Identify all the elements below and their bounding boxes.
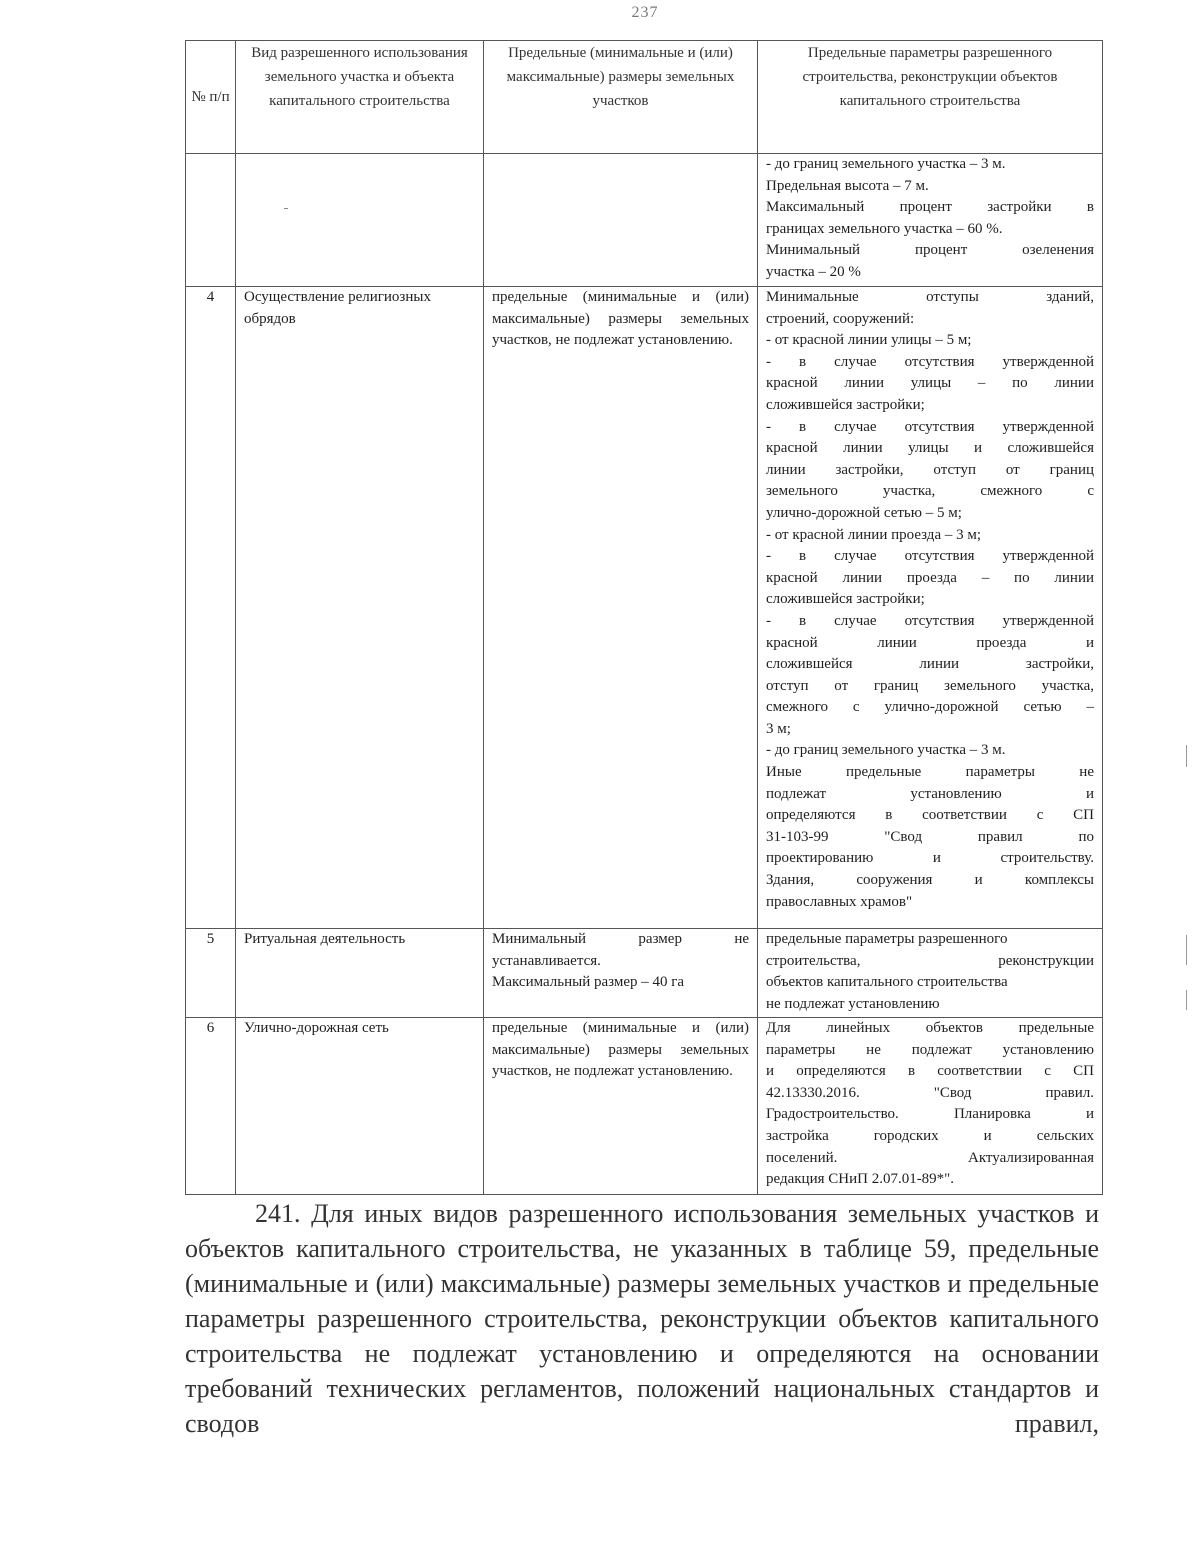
params-line: Предельная высота – 7 м.	[766, 177, 929, 194]
table-row-continuation	[186, 154, 1103, 287]
params-line: - до границ земельного участка – 3 м.	[766, 742, 1006, 759]
page-number: 237	[631, 4, 659, 21]
params-line: смежного с улично-дорожной сетью –	[766, 699, 1094, 716]
params-line: - до границ земельного участка – 3 м.	[766, 156, 1006, 172]
size-line: Максимальный размер – 40 га	[492, 974, 685, 991]
params-line: улично-дорожной сетью – 5 м;	[766, 504, 962, 521]
table-row	[186, 287, 1103, 929]
params-line: земельного участка, смежного с	[766, 483, 1094, 500]
params-line: - от красной линии проезда – 3 м;	[766, 526, 982, 543]
params-line: - в случае отсутствия утвержденной	[766, 418, 1094, 435]
params-line: линии застройки, отступ от границ	[766, 461, 1094, 478]
params-line: поселений. Актуализированная	[766, 1149, 1094, 1166]
row-plot-size	[484, 929, 758, 1018]
params-line: Минимальные отступы зданий,	[766, 289, 1094, 305]
params-line: Градостроительство. Планировка и	[766, 1106, 1094, 1123]
params-line: определяются в соответствии с СП	[766, 807, 1094, 824]
params-line: красной линии улицы и сложившейся	[766, 440, 1094, 457]
params-line: участка – 20 %	[766, 263, 861, 280]
params-line: Максимальный процент застройки в	[766, 199, 1094, 216]
size-line: Минимальный размер не	[492, 931, 749, 947]
params-line: редакция СНиП 2.07.01-89*".	[766, 1171, 955, 1188]
params-line: православных храмов"	[766, 893, 913, 910]
params-line: параметры не подлежат установлению	[766, 1041, 1094, 1058]
params-line: - в случае отсутствия утвержденной	[766, 548, 1094, 565]
row-use-type: Осуществление религиозных обрядов	[236, 287, 484, 929]
params-line: красной линии проезда и	[766, 634, 1094, 651]
params-line: не подлежат установлению	[766, 995, 940, 1012]
params-line: Для линейных объектов предельные	[766, 1020, 1094, 1036]
cell-size	[484, 154, 758, 287]
params-line: Иные предельные параметры не	[766, 764, 1094, 781]
params-line: застройка городских и сельских	[766, 1127, 1094, 1144]
scan-mark	[1186, 935, 1187, 965]
row-use-type: Улично-дорожная сеть	[236, 1018, 484, 1195]
regulations-table	[185, 40, 1103, 1195]
row-plot-size: предельные (минимальные и (или) максимальные) размеры земельных участков, не подлежат установлению.	[484, 287, 758, 929]
params-line: сложившейся застройки;	[766, 591, 925, 608]
params-line: проектированию и строительству.	[766, 850, 1094, 867]
params-line: подлежат установлению и	[766, 785, 1094, 802]
header-build-params: Предельные параметры разрешенного строительства, реконструкции объектов капитального строительства	[758, 41, 1103, 154]
params-line: красной линии улицы – по линии	[766, 375, 1094, 392]
params-line: 3 м;	[766, 720, 791, 737]
stray-mark	[284, 208, 288, 209]
cell-params	[758, 154, 1103, 287]
params-line: объектов капитального строительства	[766, 974, 1008, 991]
params-line: предельные параметры разрешенного	[766, 931, 1008, 947]
params-line: - в случае отсутствия утвержденной	[766, 353, 1094, 370]
params-line: строительства, реконструкции	[766, 952, 1094, 969]
table-row	[186, 929, 1103, 1018]
table-header-row	[186, 41, 1103, 154]
params-line: границах земельного участка – 60 %.	[766, 220, 1003, 237]
header-plot-size: Предельные (минимальные и (или) максимальные) размеры земельных участков	[484, 41, 758, 154]
row-number: 4	[186, 287, 236, 929]
params-line: красной линии проезда – по линии	[766, 569, 1094, 586]
size-line: устанавливается.	[492, 952, 601, 969]
params-line: - в случае отсутствия утвержденной	[766, 612, 1094, 629]
cell-use	[236, 154, 484, 287]
params-line: 31-103-99 "Свод правил по	[766, 828, 1094, 845]
row-build-params	[758, 1018, 1103, 1195]
header-use-type: Вид разрешенного использования земельного участка и объекта капитального строительства	[236, 41, 484, 154]
params-line: - от красной линии улицы – 5 м;	[766, 332, 972, 349]
paragraph-241: 241. Для иных видов разрешенного использования земельных участков и объектов капитального строительства, не указанных в таблице 59, предельные (минимальные и (или) максимальные) размеры земельных участков и предельные параметры разрешенного строительства, реконструкции объектов капитального строительства не подлежат установлению и определяются на основании требований технических регламентов, положений национальных стандартов и сводов правил,	[185, 1199, 1099, 1438]
params-line: Минимальный процент озеленения	[766, 242, 1094, 259]
row-use-type: Ритуальная деятельность	[236, 929, 484, 1018]
cell-number	[186, 154, 236, 287]
params-line: и определяются в соответствии с СП	[766, 1063, 1094, 1080]
row-plot-size: предельные (минимальные и (или) максимальные) размеры земельных участков, не подлежат установлению.	[484, 1018, 758, 1195]
params-line: 42.13330.2016. "Свод правил.	[766, 1084, 1094, 1101]
row-build-params	[758, 287, 1103, 929]
params-line: отступ от границ земельного участка,	[766, 677, 1094, 694]
params-line: Здания, сооружения и комплексы	[766, 872, 1094, 889]
header-number: № п/п	[186, 41, 236, 154]
scan-mark	[1186, 990, 1187, 1010]
row-number: 5	[186, 929, 236, 1018]
params-line: сложившейся застройки;	[766, 396, 925, 413]
row-number: 6	[186, 1018, 236, 1195]
table-row	[186, 1018, 1103, 1195]
scan-mark	[1186, 745, 1187, 767]
params-line: строений, сооружений:	[766, 310, 915, 327]
row-build-params	[758, 929, 1103, 1018]
params-line: сложившейся линии застройки,	[766, 656, 1094, 673]
